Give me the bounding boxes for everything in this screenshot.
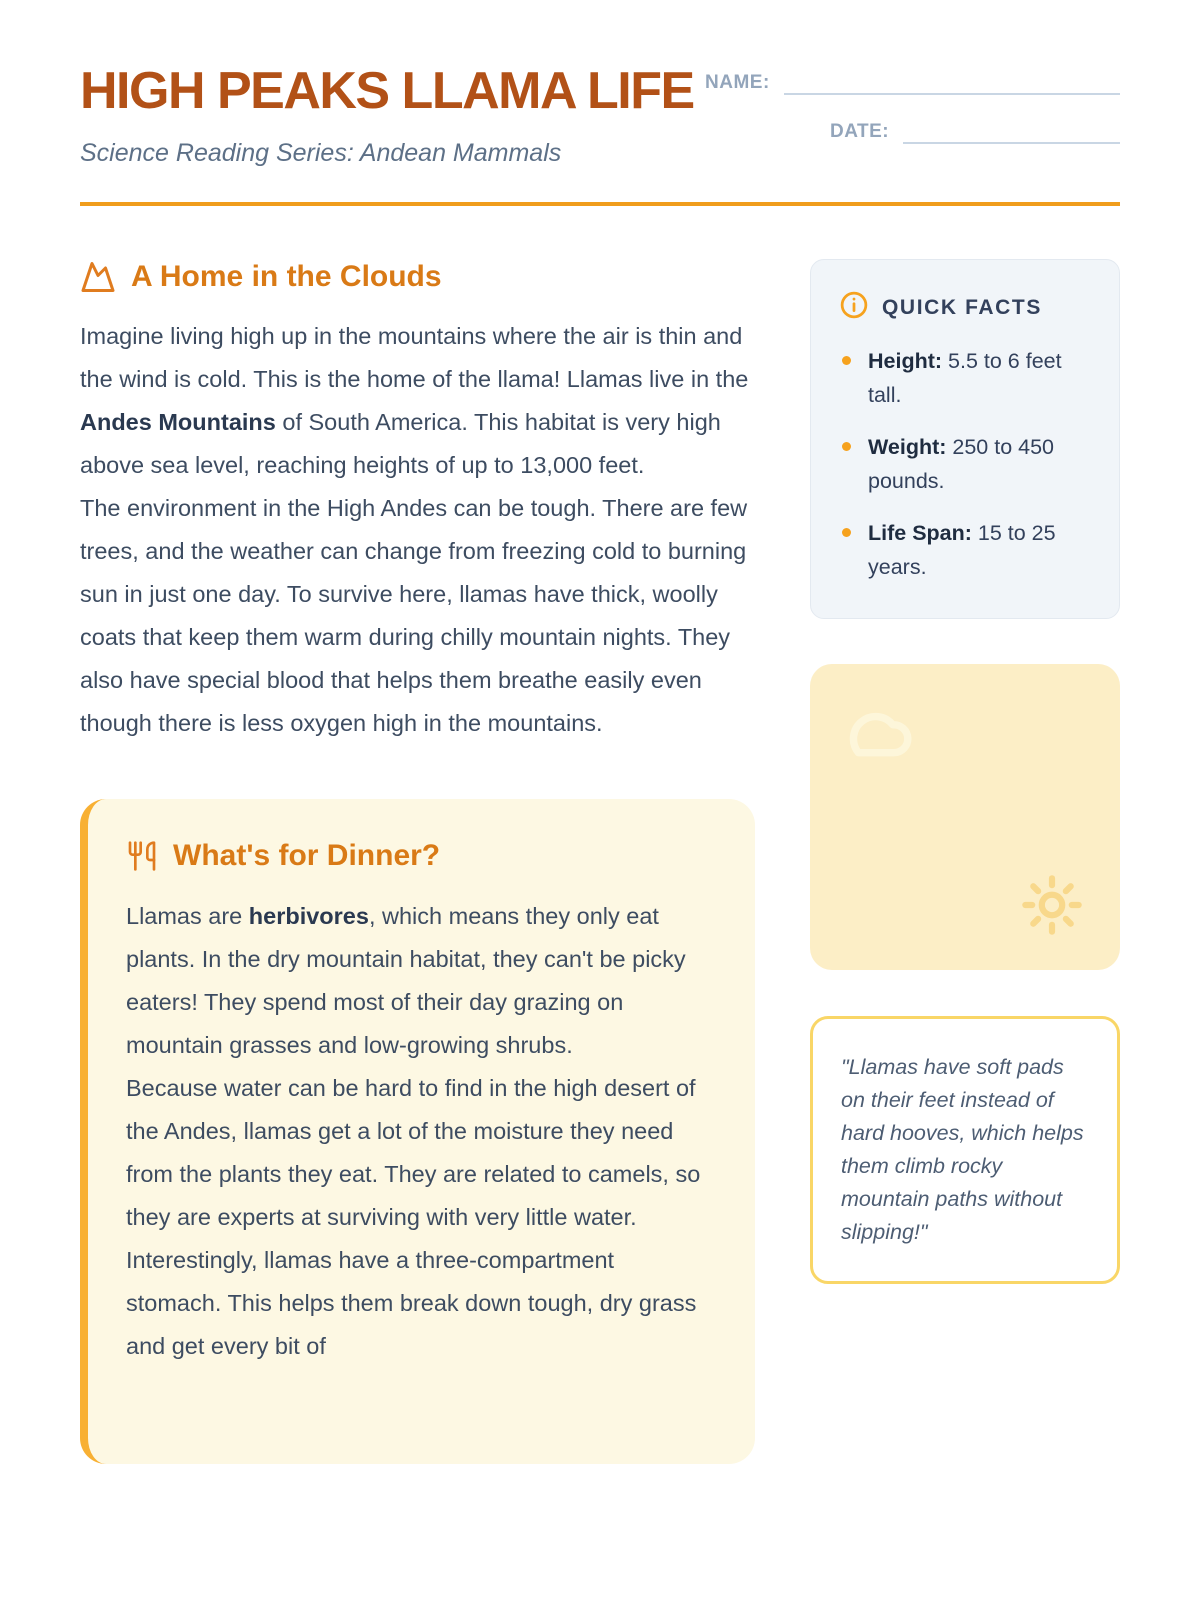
page-title: HIGH PEAKS LLAMA LIFE [80,62,694,120]
home-paragraphs [80,315,755,745]
name-date-block [705,64,1120,144]
illustration-placeholder [810,664,1120,970]
quick-fact-item: Weight: 250 to 450 pounds. [839,430,1093,498]
utensils-icon [126,840,158,872]
paragraph: Llamas are herbivores, which means they only eat plants. In the dry mountain habitat, they can't be picky eaters! They spend most of their day grazing on mountain grasses and low-growing shrubs. [126,902,686,1058]
dinner-paragraphs [126,895,707,1368]
header-divider [80,202,1120,206]
main-column [80,259,755,1464]
worksheet-header [80,64,1120,168]
section-dinner-title: What's for Dinner? [173,838,441,872]
section-home [80,259,755,745]
paragraph: The environment in the High Andes can be tough. There are few trees, and the weather can change from freezing cold to burning sun in just one day. To survive here, llamas have thick, woolly coats that keep them warm during chilly mountain nights. They also have special blood that helps them breathe easily even though there is less oxygen high in the mountains. [80,494,748,736]
content-columns [80,259,1120,1464]
paragraph: Because water can be hard to find in the high desert of the Andes, llamas get a lot of the moisture they need from the plants they eat. They are related to camels, so they are experts at surviving with very little water. Interestingly, llamas have a three-compartment stomach. This helps them break down tough, dry grass and get every bit of [126,1074,701,1359]
section-home-heading [80,259,755,295]
series-subtitle: Science Reading Series: Andean Mammals [80,138,562,167]
quick-facts-title: QUICK FACTS [882,295,1042,319]
quote-card [810,1016,1120,1284]
quick-fact-item: Life Span: 15 to 25 years. [839,516,1093,584]
date-label: DATE: [830,120,890,142]
quick-facts-card [810,259,1120,619]
section-dinner-heading [126,839,707,873]
name-label: NAME: [705,72,770,93]
section-dinner [80,799,755,1464]
quick-facts-heading [839,290,1093,326]
quick-fact-item: Height: 5.5 to 6 feet tall. [839,344,1093,412]
date-input-line[interactable] [903,130,1120,144]
name-field-row [705,72,1120,95]
cloud-icon [838,700,916,767]
name-input-line[interactable] [784,81,1120,95]
header-title-block [80,64,705,168]
sidebar-column [810,259,1120,1464]
quote-text: "Llamas have soft pads on their feet instead of hard hooves, which helps them climb rocky mountain paths without slipping!" [841,1054,1084,1244]
quick-facts-list [839,344,1093,584]
date-field-row [830,121,1120,144]
sun-icon [1018,871,1086,944]
mountain-icon [80,259,116,295]
info-icon [839,290,869,326]
paragraph: Imagine living high up in the mountains where the air is thin and the wind is cold. This is the home of the llama! Llamas live in the Andes Mountains of South America. This habitat is very high above sea level, reaching heights of up to 13,000 feet. [80,322,749,478]
section-home-title: A Home in the Clouds [131,259,442,293]
